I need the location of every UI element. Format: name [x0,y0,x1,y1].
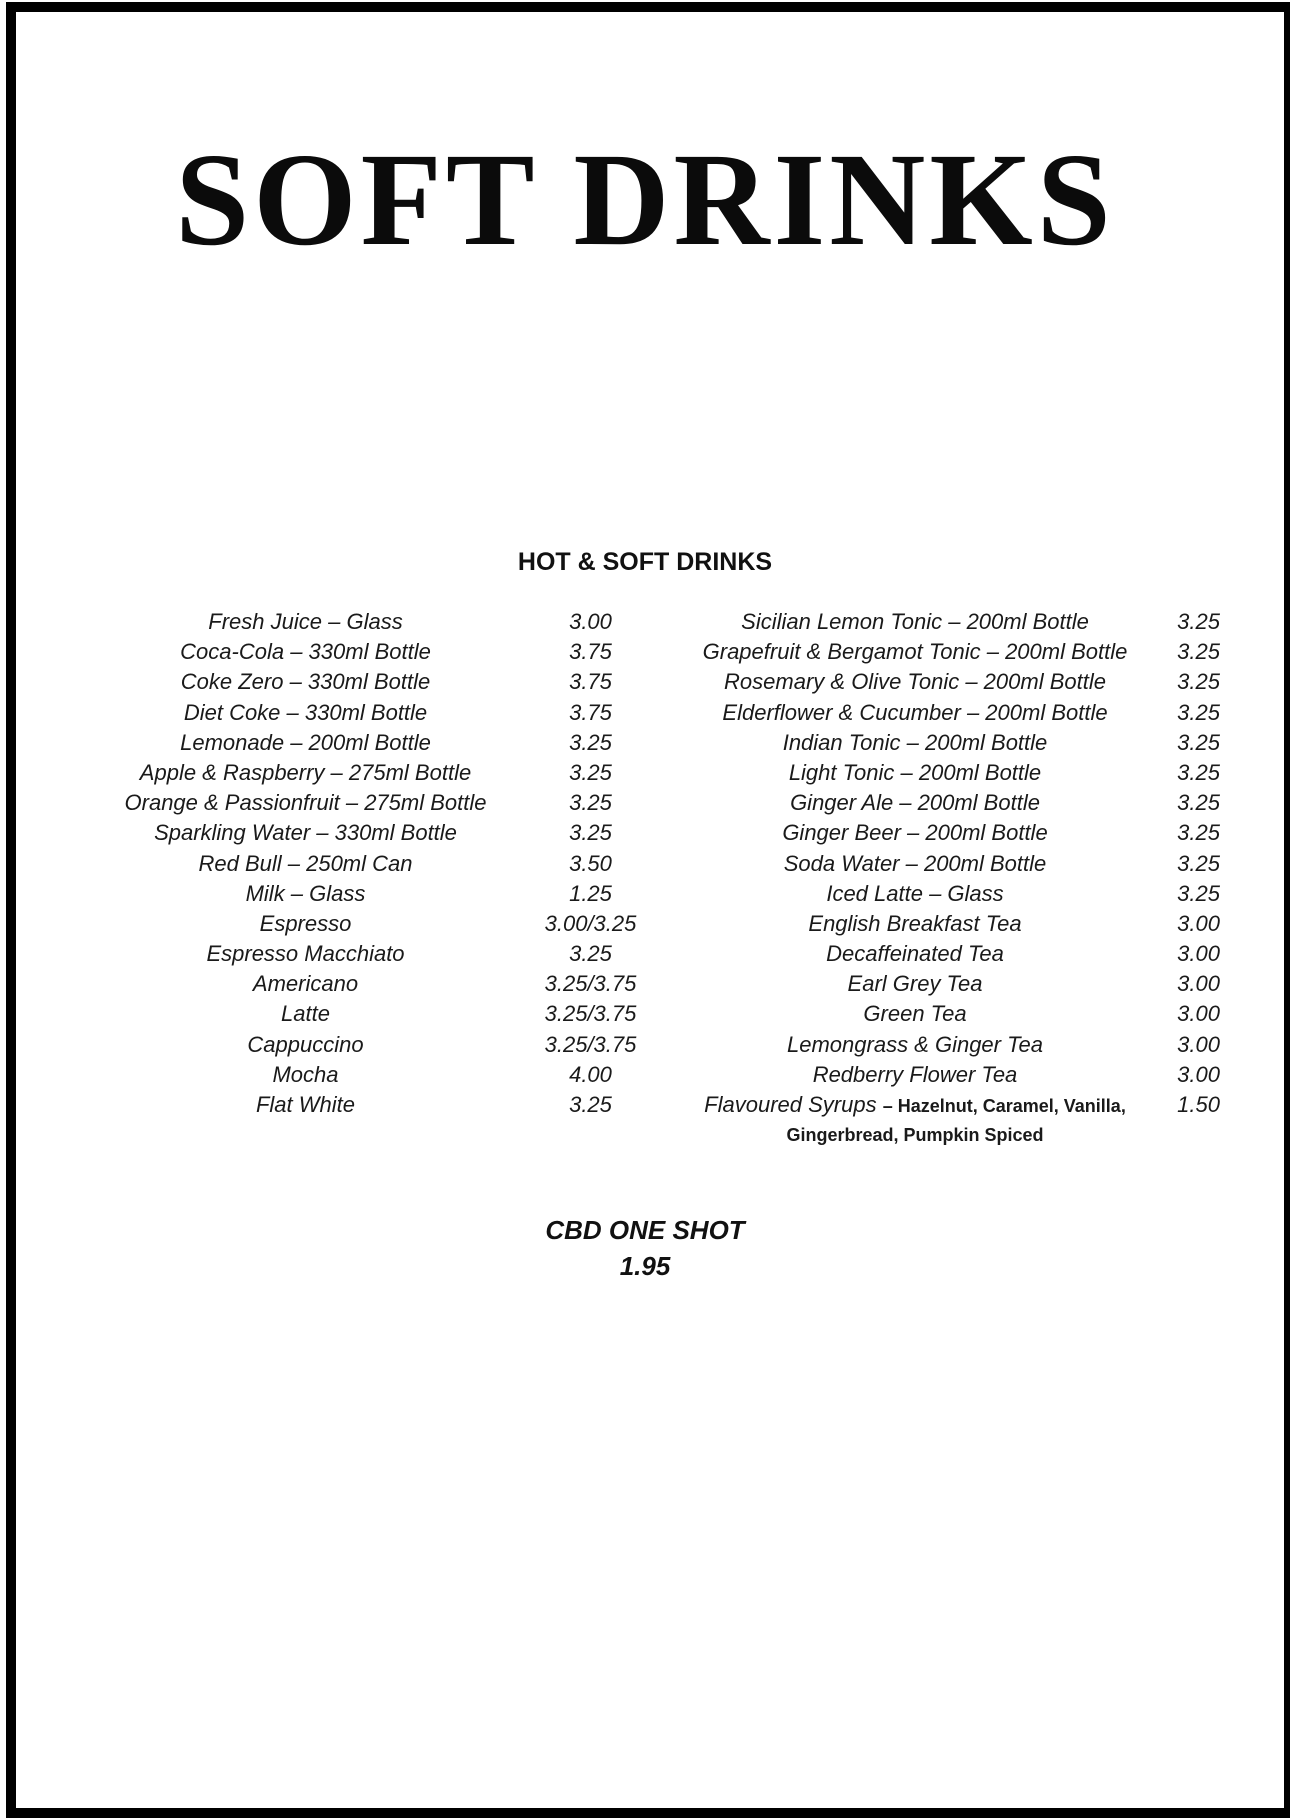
item-price: 1.25 [569,880,612,906]
menu-item [108,1030,678,1060]
item-price: 3.25 [569,941,612,967]
item-price: 3.25 [1177,850,1220,876]
item-name: Green Tea [863,1001,967,1027]
cbd-one-shot [0,1212,1290,1284]
item-name: Redberry Flower Tea [812,1061,1018,1087]
item-name: Apple & Raspberry – 275ml Bottle [139,759,472,785]
menu-item [108,758,678,788]
syrups-price: 1.50 [1177,1092,1220,1117]
item-name: Iced Latte – Glass [826,880,1004,906]
item-name: Coca-Cola – 330ml Bottle [180,639,431,665]
item-name: Earl Grey Tea [847,971,983,997]
item-name: Red Bull – 250ml Can [198,850,413,876]
item-price: 3.00/3.25 [544,910,637,936]
menu-item [680,939,1220,969]
cbd-label: CBD ONE SHOT [545,1215,745,1245]
item-name: Coke Zero – 330ml Bottle [180,669,431,695]
menu-item [680,607,1220,637]
item-price: 3.25 [1177,820,1220,846]
item-price: 3.75 [569,699,612,725]
item-price: 4.00 [569,1061,612,1087]
menu-item [680,879,1220,909]
menu-item-syrups [680,1090,1220,1149]
menu-item [680,788,1220,818]
item-name: Grapefruit & Bergamot Tonic – 200ml Bottle [702,639,1128,665]
menu-item [108,728,678,758]
item-name: Espresso Macchiato [206,941,405,967]
menu-item [108,1090,678,1120]
item-price: 3.25 [1177,699,1220,725]
item-price: 3.25 [1177,609,1220,634]
menu-item [108,788,678,818]
menu-item [680,999,1220,1029]
menu-item [108,909,678,939]
item-name: Diet Coke – 330ml Bottle [183,699,428,725]
item-name: Rosemary & Olive Tonic – 200ml Bottle [724,669,1106,695]
item-price: 3.25 [569,820,612,846]
menu-item [108,818,678,848]
syrups-item [680,1091,1150,1149]
menu-item [680,758,1220,788]
menu-item [108,939,678,969]
item-price: 3.00 [569,609,612,634]
item-name: Flat White [255,1092,356,1117]
item-price: 3.00 [1177,1001,1220,1027]
item-price: 3.00 [1177,1061,1220,1087]
menu-item [108,667,678,697]
item-name: Cappuccino [247,1031,364,1057]
item-name: Light Tonic – 200ml Bottle [788,759,1042,785]
item-price: 3.25/3.75 [544,971,637,997]
item-price: 3.25 [1177,669,1220,695]
right-menu-column [680,607,1220,1149]
item-price: 3.25 [569,790,612,816]
menu-item [680,849,1220,879]
item-price: 3.25 [1177,880,1220,906]
menu-item [680,909,1220,939]
item-price: 3.25 [569,729,612,755]
left-menu-column [108,607,678,1120]
item-name: Decaffeinated Tea [826,941,1004,967]
section-heading: HOT & SOFT DRINKS [517,548,773,576]
item-name: Elderflower & Cucumber – 200ml Bottle [722,699,1108,725]
menu-item [680,1060,1220,1090]
menu-item [680,698,1220,728]
item-price: 3.25/3.75 [544,1001,637,1027]
item-price: 3.75 [569,669,612,695]
item-price: 3.25/3.75 [544,1031,637,1057]
menu-item [108,607,678,637]
menu-item [108,999,678,1029]
item-name: Indian Tonic – 200ml Bottle [782,729,1048,755]
menu-item [108,849,678,879]
menu-item [680,818,1220,848]
menu-item [680,1030,1220,1060]
menu-item [680,667,1220,697]
item-price: 3.00 [1177,941,1220,967]
item-name: Lemongrass & Ginger Tea [787,1031,1043,1057]
item-name: Ginger Ale – 200ml Bottle [790,790,1040,816]
syrups-flavours: – Hazelnut, Caramel, Vanilla, Gingerbread, Pumpkin Spiced [786,1096,1126,1145]
item-price: 3.25 [1177,729,1220,755]
item-price: 3.25 [569,1092,612,1117]
menu-item [108,969,678,999]
cbd-price: 1.95 [619,1251,671,1281]
item-price: 3.25 [569,759,612,785]
item-name: Sicilian Lemon Tonic – 200ml Bottle [741,609,1089,634]
item-name: Americano [252,971,359,997]
menu-item [108,637,678,667]
item-name: Espresso [259,910,352,936]
menu-item [680,637,1220,667]
item-price: 3.75 [569,639,612,665]
item-name: Lemonade – 200ml Bottle [180,729,431,755]
item-name: Ginger Beer – 200ml Bottle [782,820,1048,846]
menu-item [680,969,1220,999]
item-price: 3.00 [1177,910,1220,936]
menu-item [108,698,678,728]
syrups-name: Flavoured Syrups [704,1092,877,1117]
item-name: English Breakfast Tea [808,910,1022,936]
item-name: Orange & Passionfruit – 275ml Bottle [124,790,487,816]
item-name: Soda Water – 200ml Bottle [783,850,1047,876]
item-price: 3.00 [1177,971,1220,997]
menu-item [108,879,678,909]
item-name: Fresh Juice – Glass [208,609,403,634]
menu-item [680,728,1220,758]
item-name: Sparkling Water – 330ml Bottle [154,820,457,846]
item-name: Mocha [272,1061,339,1087]
menu-item [108,1060,678,1090]
item-price: 3.25 [1177,790,1220,816]
item-price: 3.25 [1177,639,1220,665]
item-name: Latte [281,1001,330,1027]
item-price: 3.25 [1177,759,1220,785]
item-price: 3.50 [569,850,612,876]
item-price: 3.00 [1177,1031,1220,1057]
item-name: Milk – Glass [245,880,366,906]
page-title: SOFT DRINKS [175,125,1115,273]
